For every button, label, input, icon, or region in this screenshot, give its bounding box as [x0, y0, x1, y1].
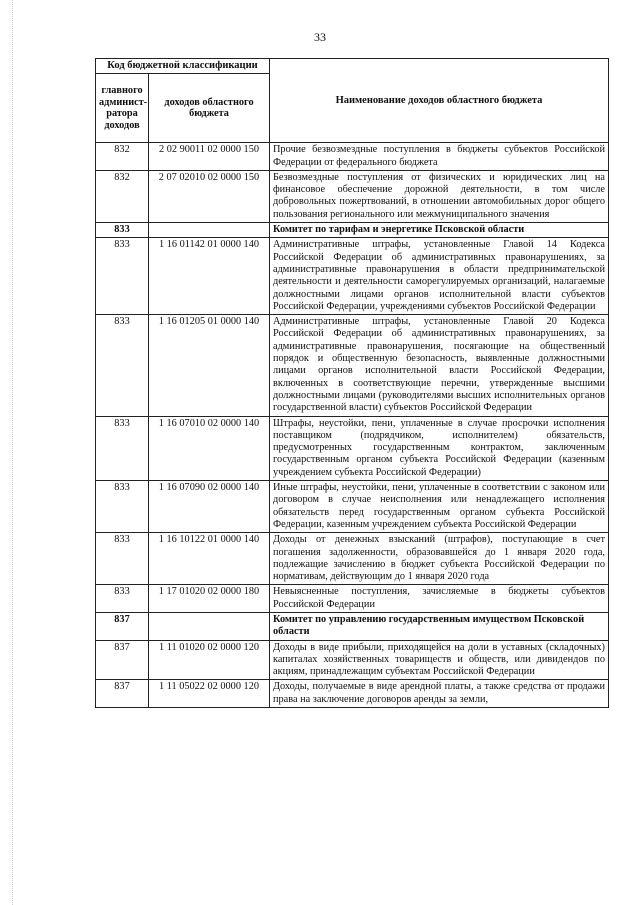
table-row — [96, 680, 609, 708]
admin-code-cell: 837 — [96, 640, 149, 680]
income-name-cell: Штрафы, неустойки, пени, уплаченные в случае просрочки исполнения поставщиком (подрядчиком, исполнителем) обязательств, предусмотренных государственным контрактом, заключенным государственным органом субъекта Российской Федерации (казенным учреждением субъекта Российской Федерации) — [270, 416, 609, 480]
income-code-cell: 1 16 10122 01 0000 140 — [149, 533, 270, 585]
admin-code-cell: 837 — [96, 612, 149, 640]
table-row — [96, 585, 609, 613]
admin-code-cell: 833 — [96, 533, 149, 585]
admin-code-cell: 833 — [96, 585, 149, 613]
admin-code-cell: 833 — [96, 416, 149, 480]
admin-code-cell: 833 — [96, 223, 149, 238]
income-name-cell: Административные штрафы, установленные Главой 14 Кодекса Российской Федерации об административных правонарушениях, за административные правонарушения в области предпринимательской деятельности и деятельности саморегулируемых организаций, налагаемые должностными лицами органов исполнительной власти субъектов Российской Федерации, учреждениями субъектов Российской Федерации — [270, 238, 609, 315]
income-name-cell: Доходы от денежных взысканий (штрафов), поступающие в счет погашения задолженности, образовавшейся до 1 января 2020 года, подлежащие зачислению в бюджет субъекта Российской Федерации по нормативам, действующим до 1 января 2020 года — [270, 533, 609, 585]
table-row — [96, 481, 609, 533]
income-code-cell: 1 11 01020 02 0000 120 — [149, 640, 270, 680]
income-name-cell: Административные штрафы, установленные Главой 20 Кодекса Российской Федерации об административных правонарушениях, за административные правонарушения, посягающие на общественный порядок и общественную безопасность, выявленные должностными лицами органов исполнительной власти Российской Федерации, включенных в соответствующие перечни, утвержденные высшими должностными лицами (руководителями высших исполнительных органов государственной власти) субъектов Российской Федерации — [270, 315, 609, 416]
table-row — [96, 143, 609, 171]
income-code-cell: 1 16 07010 02 0000 140 — [149, 416, 270, 480]
table-row — [96, 170, 609, 222]
page-number: 33 — [314, 30, 326, 44]
header-classification-code: Код бюджетной классификации — [96, 59, 270, 74]
section-row — [96, 612, 609, 640]
admin-code-cell: 832 — [96, 143, 149, 171]
table-row — [96, 533, 609, 585]
header-admin-code: главного админист-ратора доходов — [96, 74, 149, 143]
income-name-cell: Безвозмездные поступления от физических и юридических лиц на финансовое обеспечение дорожной деятельности, в том числе добровольных пожертвований, в отношении автомобильных дорог общего пользования регионального или межмуниципального значения — [270, 170, 609, 222]
income-code-cell: 2 02 90011 02 0000 150 — [149, 143, 270, 171]
income-code-cell: 1 16 01205 01 0000 140 — [149, 315, 270, 416]
income-code-cell — [149, 223, 270, 238]
income-code-cell: 1 17 01020 02 0000 180 — [149, 585, 270, 613]
table-row — [96, 238, 609, 315]
income-name-cell: Иные штрафы, неустойки, пени, уплаченные в соответствии с законом или договором в случае неисполнения или ненадлежащего исполнения обязательств перед государственным органом субъекта Российской Федерации, казенным учреждением субъекта Российской Федерации — [270, 481, 609, 533]
income-name-cell: Доходы в виде прибыли, приходящейся на доли в уставных (складочных) капиталах хозяйственных товариществ и обществ, или дивидендов по акциям, принадлежащим субъектам Российской Федерации — [270, 640, 609, 680]
income-name-cell: Невыясненные поступления, зачисляемые в бюджеты субъектов Российской Федерации — [270, 585, 609, 613]
section-row — [96, 223, 609, 238]
income-code-cell: 1 11 05022 02 0000 120 — [149, 680, 270, 708]
admin-code-cell: 833 — [96, 481, 149, 533]
header-income-code: доходов областного бюджета — [149, 74, 270, 143]
income-name-cell: Доходы, получаемые в виде арендной платы, а также средства от продажи права на заключение договоров аренды за земли, — [270, 680, 609, 708]
section-title-cell: Комитет по тарифам и энергетике Псковской области — [270, 223, 609, 238]
income-code-cell: 2 07 02010 02 0000 150 — [149, 170, 270, 222]
table-row — [96, 315, 609, 416]
table-header — [96, 59, 609, 143]
table-body — [96, 143, 609, 708]
income-code-cell: 1 16 01142 01 0000 140 — [149, 238, 270, 315]
table-row — [96, 416, 609, 480]
income-code-cell — [149, 612, 270, 640]
section-title-cell: Комитет по управлению государственным имуществом Псковской области — [270, 612, 609, 640]
header-income-name: Наименование доходов областного бюджета — [270, 59, 609, 143]
scan-margin-line — [12, 0, 14, 905]
income-code-cell: 1 16 07090 02 0000 140 — [149, 481, 270, 533]
admin-code-cell: 833 — [96, 315, 149, 416]
admin-code-cell: 832 — [96, 170, 149, 222]
table-row — [96, 640, 609, 680]
budget-classification-table — [95, 58, 609, 708]
admin-code-cell: 837 — [96, 680, 149, 708]
admin-code-cell: 833 — [96, 238, 149, 315]
income-name-cell: Прочие безвозмездные поступления в бюджеты субъектов Российской Федерации от федерального бюджета — [270, 143, 609, 171]
